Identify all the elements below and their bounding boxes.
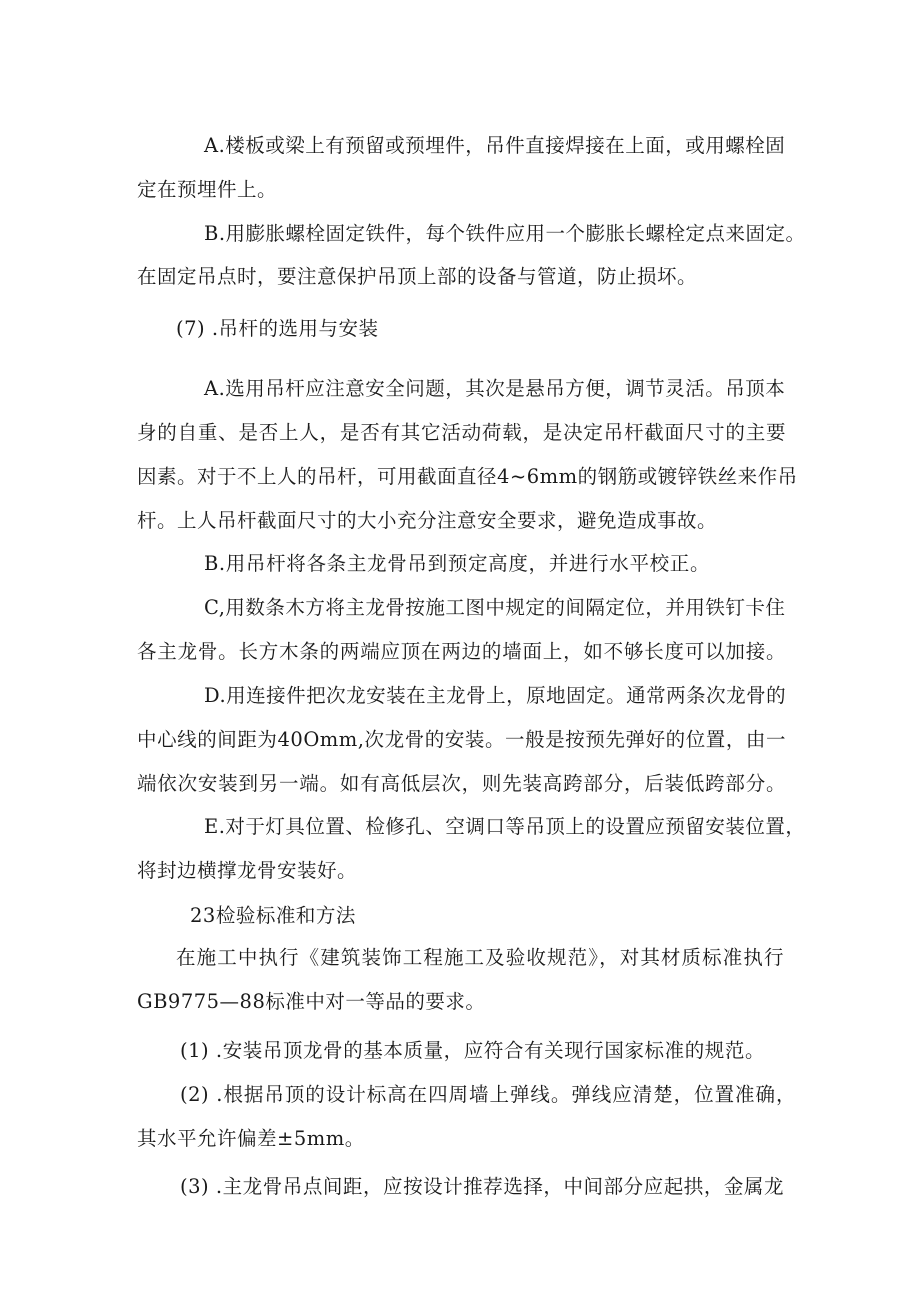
item-1: (1) .安装吊顶龙骨的基本质量，应符合有关现行国家标准的规范。 — [180, 1039, 765, 1062]
paragraph-7d-line-3: 端依次安装到另一端。如有高低层次，则先装高跨部分，后装低跨部分。 — [137, 772, 786, 795]
paragraph-b-line-2: 在固定吊点时，要注意保护吊顶上部的设备与管道，防止损坏。 — [137, 265, 698, 288]
paragraph-a-line-2: 定在预埋件上。 — [137, 178, 278, 201]
item-2-line-1: (2) .根据吊顶的设计标高在四周墙上弹线。弹线应清楚，位置准确， — [180, 1083, 796, 1106]
paragraph-7e-line-2: 将封边横撑龙骨安装好。 — [137, 859, 358, 882]
paragraph-7a-line-4: 杆。上人吊杆截面尺寸的大小充分注意安全要求，避免造成事故。 — [137, 509, 718, 532]
paragraph-7c-line-2: 各主龙骨。长方木条的两端应顶在两边的墙面上，如不够长度可以加接。 — [137, 640, 786, 663]
paragraph-7e-line-1: E.对于灯具位置、检修孔、空调口等吊顶上的设置应预留安装位置， — [204, 815, 806, 838]
item-3-line-1: (3) .主龙骨吊点间距，应按设计推荐选择，中间部分应起拱，金属龙 — [180, 1175, 784, 1198]
paragraph-7d-line-2: 中心线的间距为40Omm,次龙骨的安装。一般是按预先弹好的位置，由一 — [137, 728, 786, 751]
standards-paragraph-line-2: GB9775—88标准中对一等品的要求。 — [137, 990, 486, 1013]
standards-paragraph-line-1: 在施工中执行《建筑装饰工程施工及验收规范》，对其材质标准执行 — [176, 946, 784, 969]
paragraph-7a-line-2: 身的自重、是否上人，是否有其它活动荷载，是决定吊杆截面尺寸的主要 — [137, 421, 786, 444]
paragraph-b-line-1: B.用膨胀螺栓固定铁件，每个铁件应用一个膨胀长螺栓定点来固定。 — [204, 222, 806, 245]
paragraph-7a-line-3: 因素。对于不上人的吊杆，可用截面直径4~6mm的钢筋或镀锌铁丝来作吊 — [137, 465, 798, 488]
item-2-line-2: 其水平允许偏差±5mm。 — [137, 1127, 365, 1150]
paragraph-7c-line-1: C,用数条木方将主龙骨按施工图中规定的间隔定位，并用铁钉卡住 — [204, 596, 786, 619]
paragraph-a-line-1: A.楼板或梁上有预留或预埋件，吊件直接焊接在上面，或用螺栓固 — [204, 134, 786, 157]
paragraph-7d-line-1: D.用连接件把次龙安装在主龙骨上，原地固定。通常两条次龙骨的 — [204, 684, 787, 707]
paragraph-7b: B.用吊杆将各条主龙骨吊到预定高度，并进行水平校正。 — [204, 552, 710, 575]
section-7-heading: (7) .吊杆的选用与安装 — [176, 317, 379, 340]
section-23-heading: 23检验标准和方法 — [190, 904, 356, 927]
paragraph-7a-line-1: A.选用吊杆应注意安全问题，其次是悬吊方便，调节灵活。吊顶本 — [204, 377, 786, 400]
